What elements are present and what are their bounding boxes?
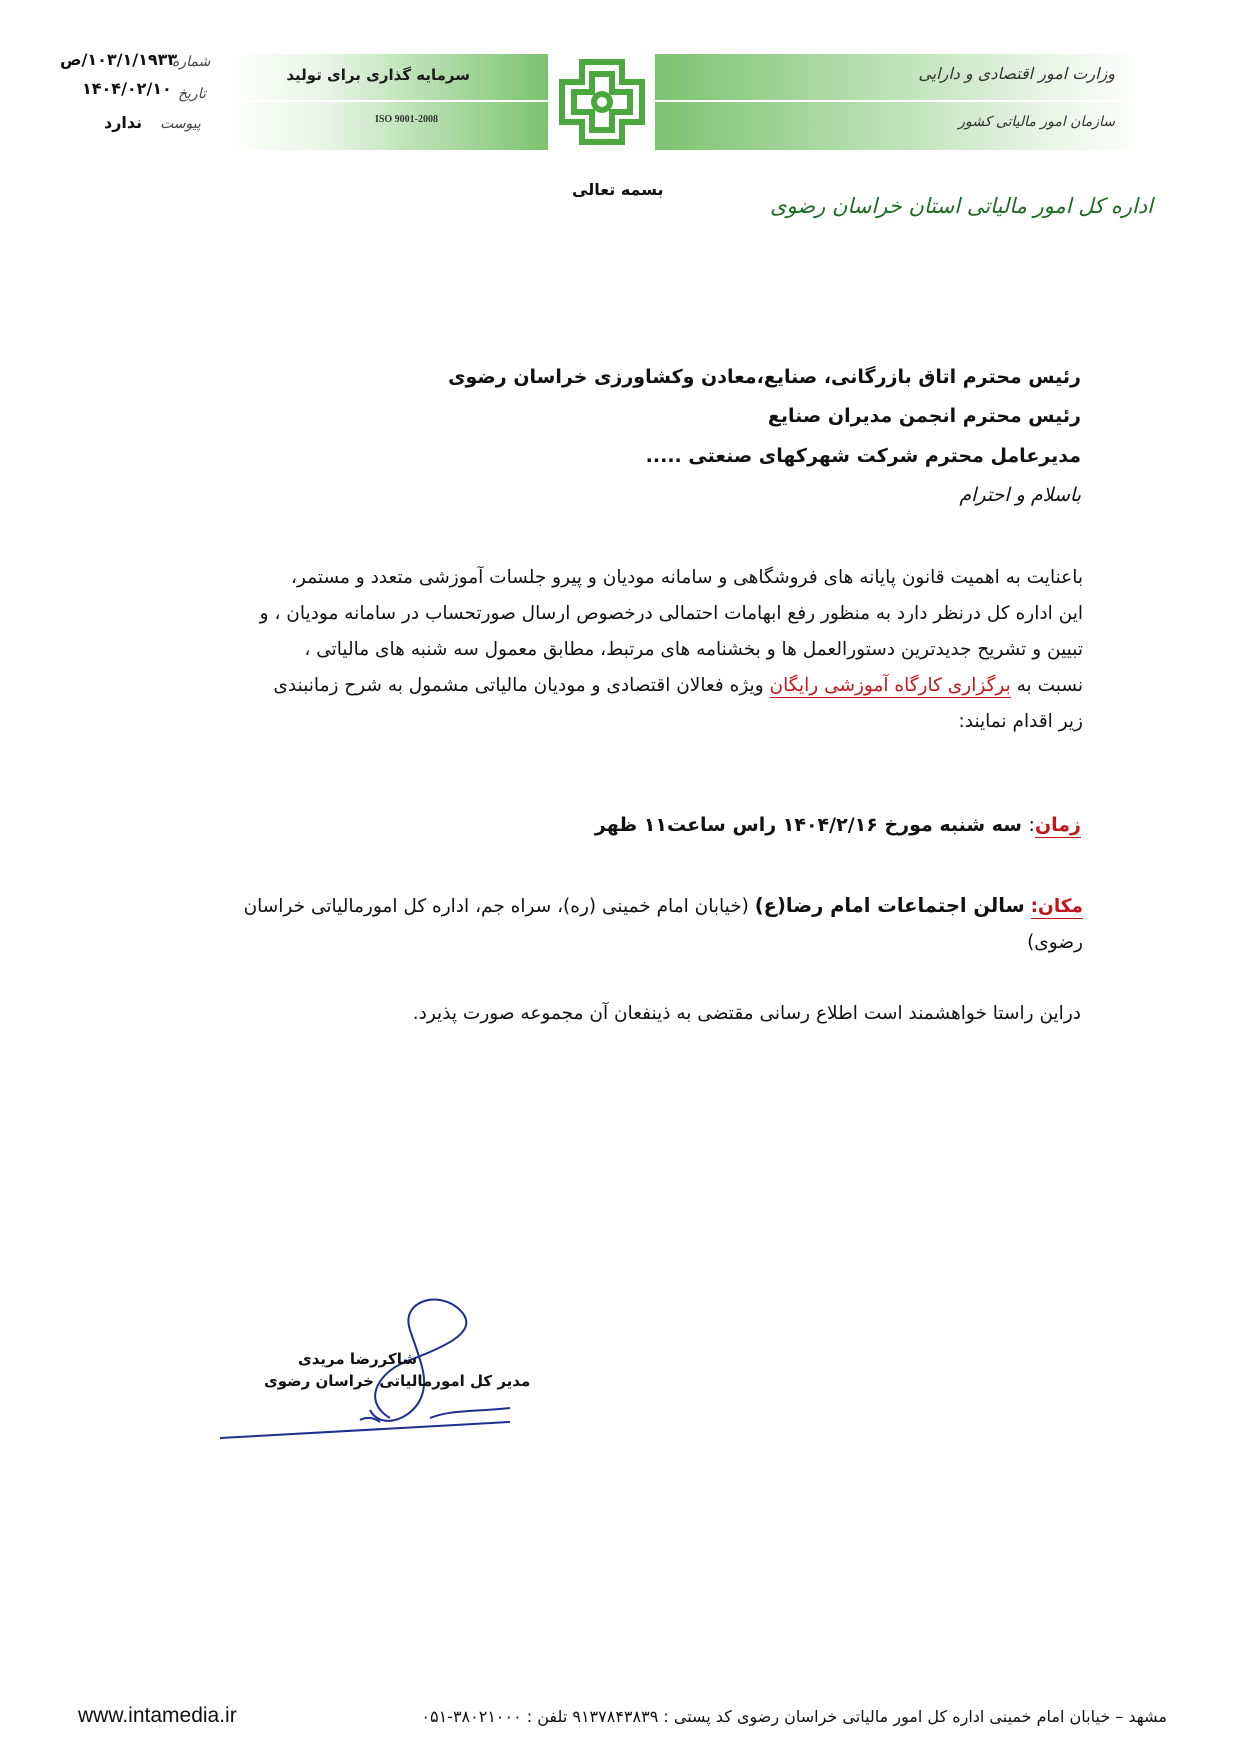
body-line-1: باعنایت به اهمیت قانون پایانه های فروشگاهی و سامانه مودیان و پیرو جلسات آموزشی متعدد و مستمر،	[291, 567, 1083, 588]
place-hall: سالن اجتماعات امام رضا(ع)	[754, 894, 1025, 917]
footer-website[interactable]: www.intamedia.ir	[78, 1704, 237, 1727]
place-address-cont: رضوی)	[1027, 932, 1083, 953]
letter-number: ۱۰۳/۱/۱۹۳۳/ص	[60, 50, 178, 69]
letter-attachment-label: پیوست	[160, 116, 201, 132]
body-line-4: نسبت به برگزاری کارگاه آموزشی رایگان ویژه فعالان اقتصادی و مودیان مالیاتی مشمول به شرح زمانبندی	[273, 675, 1083, 696]
letter-attachment: ندارد	[104, 113, 143, 132]
closing-sentence: دراین راستا خواهشمند است اطلاع رسانی مقتضی به ذینفعان آن مجموعه صورت پذیرد.	[412, 1003, 1081, 1024]
body-line-3: تبیین و تشریح جدیدترین دستورالعمل ها و بخشنامه های مرتبط، مطابق معمول سه شنبه های مالیاتی ،	[304, 639, 1083, 660]
addressee-2: رئیس محترم انجمن مدیران صنایع	[767, 405, 1081, 427]
tax-organization-logo-icon	[552, 52, 652, 152]
time-value: سه شنبه مورخ ۱۴۰۴/۲/۱۶ راس ساعت۱۱ ظهر	[594, 814, 1022, 836]
signer-name: شاکررضا مریدی	[298, 1350, 418, 1368]
letter-date-label: تاریخ	[178, 86, 206, 102]
ministry-banner	[655, 54, 1145, 150]
workshop-highlight: برگزاری کارگاه آموزشی رایگان	[769, 675, 1011, 696]
addressee-3: مدیرعامل محترم شرکت شهرکهای صنعتی .....	[645, 445, 1081, 467]
slogan-text: سرمایه گذاری برای تولید	[286, 66, 470, 84]
time-line: زمان: سه شنبه مورخ ۱۴۰۴/۲/۱۶ راس ساعت۱۱ ظهر	[594, 814, 1081, 836]
footer-address: مشهد – خیابان امام خمینی اداره کل امور مالیاتی خراسان رضوی کد پستی : ۹۱۳۷۸۴۳۸۳۹ تلفن : ۳۸۰۲۱۰۰۰-۰۵۱	[421, 1707, 1167, 1726]
body-line-5: زیر اقدام نمایند:	[958, 711, 1083, 732]
greeting: باسلام و احترام	[959, 484, 1081, 506]
body-paragraph	[150, 560, 1083, 740]
place-address: (خیابان امام خمینی (ره)، سراه جم، اداره کل امورمالیاتی خراسان	[243, 896, 749, 917]
slogan-banner	[230, 54, 548, 150]
addressee-1: رئیس محترم اتاق بازرگانی، صنایع،معادن وکشاورزی خراسان رضوی	[448, 366, 1081, 388]
ministry-name: وزارت امور اقتصادی و دارایی	[918, 64, 1115, 83]
letter-date: ۱۴۰۴/۰۲/۱۰	[82, 79, 172, 98]
letter-number-label: شماره	[172, 54, 211, 70]
organization-name: سازمان امور مالیاتی کشور	[958, 114, 1115, 130]
body-line-2: این اداره کل درنظر دارد به منظور رفع ابهامات احتمالی درخصوص ارسال صورتحساب در سامانه مودیان ، و	[259, 603, 1083, 624]
time-label: زمان	[1034, 814, 1081, 836]
basmala: بسمه تعالی	[572, 180, 664, 199]
iso-text: ISO 9001-2008	[374, 114, 438, 125]
signer-title: مدیر کل امورمالیاتی خراسان رضوی	[264, 1372, 531, 1390]
office-title: اداره کل امور مالیاتی استان خراسان رضوی	[770, 194, 1153, 218]
place-block	[150, 888, 1083, 961]
signature-scribble	[210, 1290, 530, 1450]
place-label: مکان:	[1030, 896, 1083, 917]
